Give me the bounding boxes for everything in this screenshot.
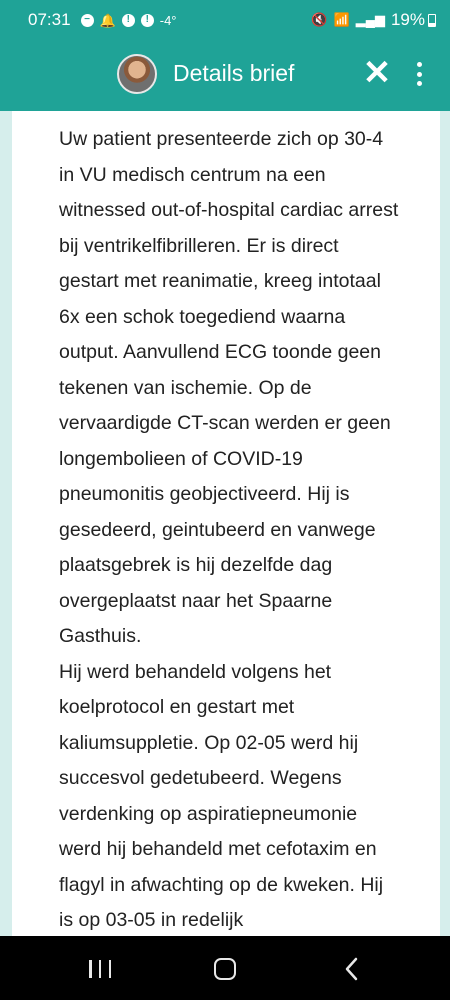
alert-icon: !	[141, 14, 154, 27]
close-button[interactable]	[360, 56, 394, 90]
status-right	[311, 10, 436, 30]
mute-icon: 🔇	[311, 12, 328, 27]
home-button[interactable]	[214, 958, 236, 980]
navigation-bar	[0, 936, 450, 1000]
letter-content[interactable]	[12, 111, 440, 936]
battery-icon	[428, 14, 436, 27]
alert-icon: !	[122, 14, 135, 27]
avatar[interactable]	[117, 54, 157, 94]
paragraph: Hij werd behandeld volgens het koelprotocol en gestart met kaliumsuppletie. Op 02-05 werd hij succesvol gedetubeerd. Wegens verdenking op aspiratiepneumonie werd hij behandeld met cefotaxim en flagyl in afwachting op de kweken. Hij is op 03-05 in redelijk	[59, 660, 384, 931]
status-bar	[0, 0, 450, 40]
paragraph: Uw patient presenteerde zich op 30-4 in VU medisch centrum na een witnessed out-of-hospital cardiac arrest bij ventrikelfibrilleren. Er is direct gestart met reanimatie, kreeg intotaal 6x een schok toegediend waarna output. Aanvullend ECG toonde geen tekenen van ischemie. Op de vervaardigde CT-scan werden er geen longembolieen of COVID-19 pneumonitis geobjectiveerd. Hij is gesedeerd, geintubeerd en vanwege plaatsgebrek is hij dezelfde dag overgeplaatst naar het Spaarne Gasthuis.	[59, 128, 399, 647]
bell-icon: 🔔	[99, 12, 116, 28]
close-icon: ✕	[362, 54, 392, 92]
status-left	[28, 10, 177, 30]
more-options-button[interactable]	[407, 58, 431, 90]
back-button[interactable]	[341, 956, 363, 982]
wifi-call-icon: 📶	[333, 12, 350, 27]
battery-percent: 19%	[390, 10, 425, 29]
back-icon	[341, 956, 363, 982]
status-time: 07:31	[28, 10, 71, 29]
status-temperature: -4°	[159, 12, 177, 28]
letter-body	[59, 122, 399, 936]
page-title: Details brief	[173, 60, 295, 86]
battery-status	[391, 10, 436, 30]
more-vertical-icon	[417, 62, 422, 67]
recents-button[interactable]	[89, 960, 111, 978]
minus-circle-icon: −	[81, 14, 94, 27]
signal-icon: ▂▄▆	[355, 12, 385, 27]
app-bar	[0, 40, 450, 111]
